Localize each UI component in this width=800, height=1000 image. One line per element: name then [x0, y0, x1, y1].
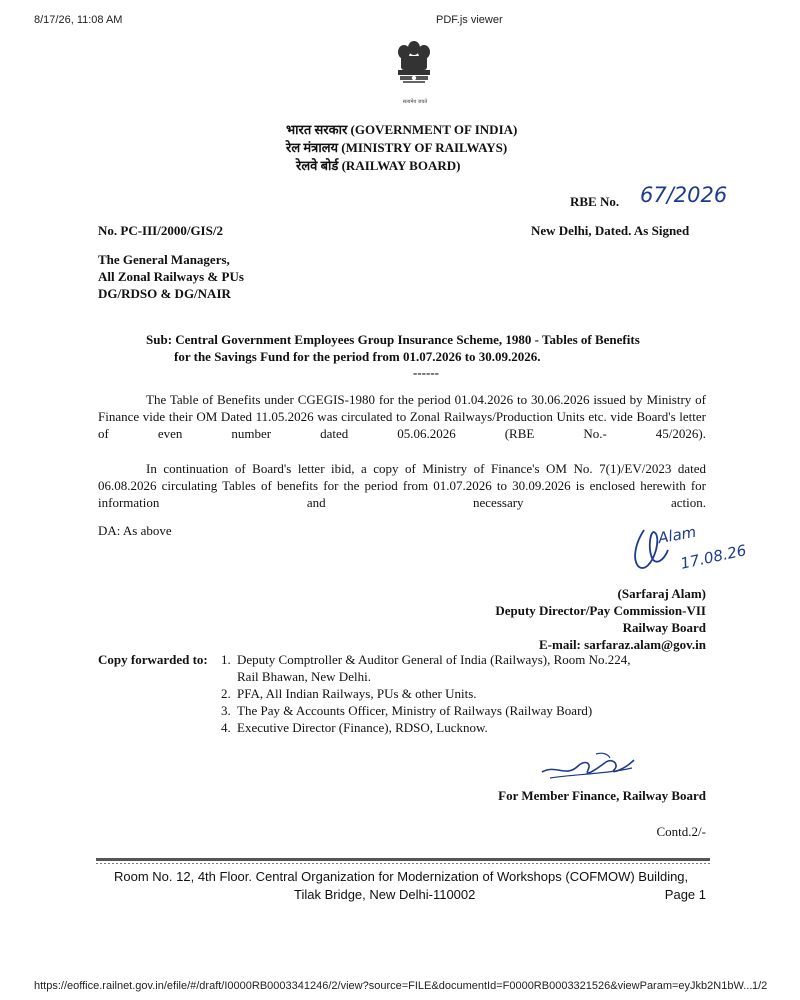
footer-address-line-2: Tilak Bridge, New Delhi-110002	[294, 887, 476, 902]
signatory-designation: Deputy Director/Pay Commission-VII	[495, 603, 706, 618]
letterhead-government: भारत सरकार (GOVERNMENT OF INDIA)	[286, 122, 518, 137]
signature-name-script: Alam	[656, 522, 698, 548]
signature-scribble-icon	[536, 748, 646, 784]
footer-rule-dotted	[96, 863, 710, 864]
signatory-email: E-mail: sarfaraz.alam@gov.in	[539, 637, 706, 652]
rbe-label: RBE No.	[570, 194, 620, 209]
copy-item-number: 3.	[221, 703, 231, 718]
subject-line-1: Sub: Central Government Employees Group Insurance Scheme, 1980 - Tables of Benefits	[146, 332, 640, 347]
addressee-line: DG/RDSO & DG/NAIR	[98, 286, 231, 301]
copy-item-text: PFA, All Indian Railways, PUs & other Units.	[237, 686, 477, 701]
footer-rule-thick	[96, 858, 710, 861]
emblem-icon	[393, 38, 435, 100]
copy-item-text: Rail Bhawan, New Delhi.	[237, 669, 371, 684]
print-url: https://eoffice.railnet.gov.in/efile/#/draft/I0000RB0003341246/2/view?source=FILE&documentId=F0000RB0003321526&viewParam=eyJkb2N1bW...	[34, 980, 753, 992]
copy-item-text: Deputy Comptroller & Auditor General of India (Railways), Room No.224,	[237, 652, 631, 667]
member-finance-signature	[536, 748, 646, 784]
subject-separator: ------	[413, 365, 439, 380]
subject-line-2: for the Savings Fund for the period from 01.07.2026 to 30.09.2026.	[174, 349, 541, 364]
copy-item-number: 1.	[221, 652, 231, 667]
letterhead-board: रेलवे बोर्ड (RAILWAY BOARD)	[296, 158, 461, 173]
copy-item-text: The Pay & Accounts Officer, Ministry of Railways (Railway Board)	[237, 703, 593, 718]
viewer-title: PDF.js viewer	[436, 14, 503, 26]
footer-address-line-1: Room No. 12, 4th Floor. Central Organization for Modernization of Workshops (COFMOW) Building,	[114, 869, 689, 884]
copy-item-number: 2.	[221, 686, 231, 701]
rbe-number: 67/2026	[640, 183, 728, 207]
print-page-count: 1/2	[752, 980, 768, 992]
emblem-motto: सत्यमेव जयते	[402, 99, 428, 105]
addressee-line: All Zonal Railways & PUs	[98, 269, 244, 284]
footer-page-number: Page 1	[664, 887, 706, 902]
print-datetime: 8/17/26, 11:08 AM	[34, 14, 123, 26]
body-paragraph-2: In continuation of Board's letter ibid, a copy of Ministry of Finance's OM No. 7(1)/EV/2023 dated 06.08.2026 circulating Tables of benefits for the period from 01.07.2026 to 30.09.2026 is enclosed herewith for information and necessary action.	[98, 461, 706, 510]
addressee-line: The General Managers,	[98, 252, 230, 267]
for-member-finance: For Member Finance, Railway Board	[498, 788, 706, 803]
body-paragraph-1: The Table of Benefits under CGEGIS-1980 for the period 01.04.2026 to 30.06.2026 issued by Ministry of Finance vide their OM Dated 11.05.2026 was circulated to Zonal Railways/Production Units etc. vide Board's letter of even number dated 05.06.2026 (RBE No.- 45/2026).	[98, 392, 706, 441]
dated-line: New Delhi, Dated. As Signed	[531, 223, 690, 238]
national-emblem	[393, 38, 435, 100]
copy-item-text: Executive Director (Finance), RDSO, Lucknow.	[237, 720, 488, 735]
copy-forwarded-label: Copy forwarded to:	[98, 652, 208, 667]
signatory-name: (Sarfaraj Alam)	[617, 586, 706, 601]
copy-item-number: 4.	[221, 720, 231, 735]
handwritten-signature	[622, 520, 772, 582]
signature-date-script: 17.08.26	[678, 541, 748, 573]
da-line: DA: As above	[98, 523, 172, 538]
continued-marker: Contd.2/-	[656, 824, 706, 839]
letterhead-ministry: रेल मंत्रालय (MINISTRY OF RAILWAYS)	[286, 140, 508, 155]
signatory-office: Railway Board	[622, 620, 706, 635]
reference-number: No. PC-III/2000/GIS/2	[98, 223, 223, 238]
